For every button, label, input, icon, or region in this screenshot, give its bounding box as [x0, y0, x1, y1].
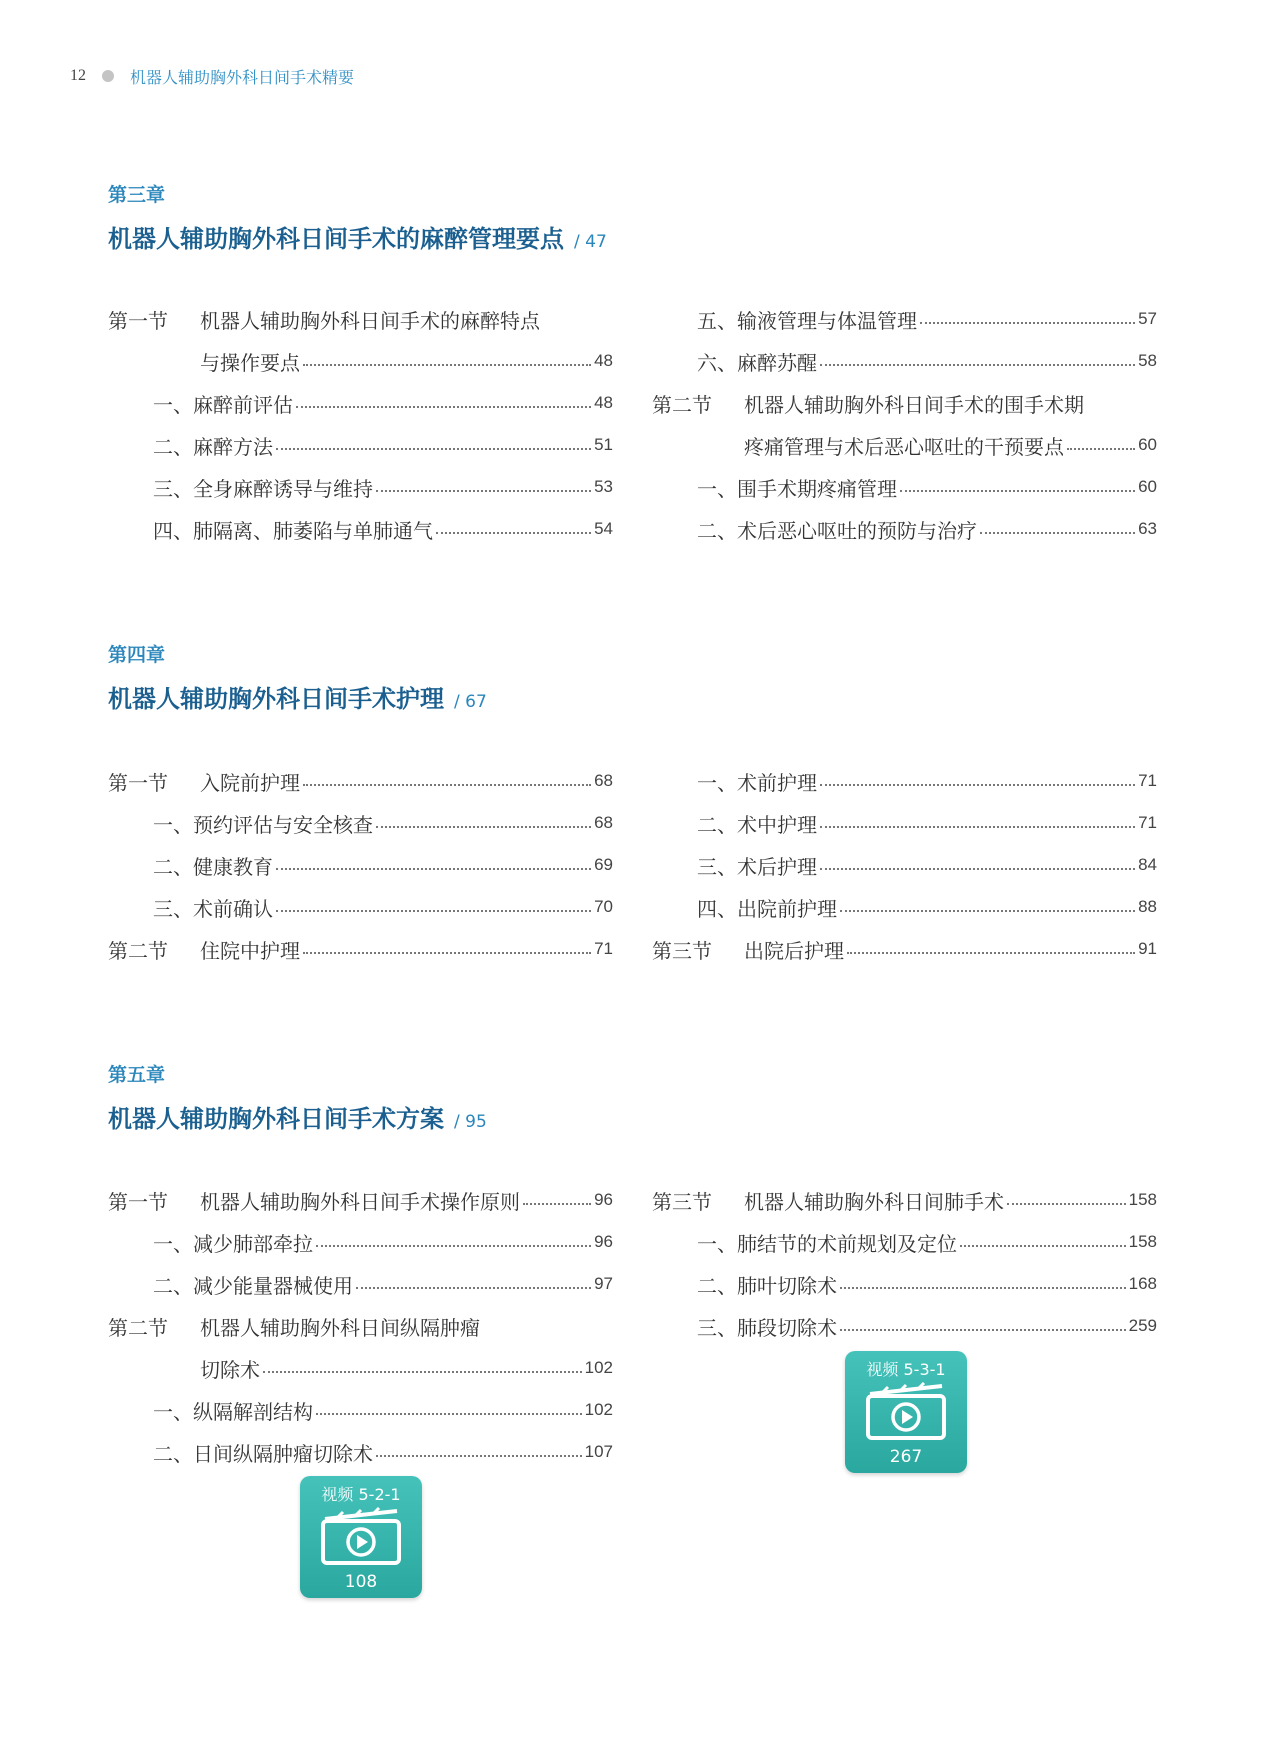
toc-item-row[interactable]	[652, 1263, 1157, 1305]
item-title: 一、肺结节的术前规划及定位	[697, 1231, 957, 1256]
running-title: 机器人辅助胸外科日间手术精要	[130, 67, 355, 87]
toc-item-row[interactable]	[652, 1305, 1157, 1347]
video-play-icon	[321, 1507, 401, 1565]
item-title: 二、日间纵隔肿瘤切除术	[153, 1441, 373, 1466]
chapter-label: 第五章	[108, 1064, 166, 1086]
chapter-label: 第四章	[108, 644, 166, 666]
toc-item-row[interactable]	[652, 340, 1157, 382]
toc-item-row[interactable]	[652, 886, 1157, 928]
dot-leader	[316, 1245, 591, 1247]
dot-leader	[316, 1413, 582, 1415]
page-ref: 48	[594, 351, 613, 370]
video-badge-5-2-1[interactable]	[300, 1476, 422, 1598]
toc-section-row[interactable]	[108, 1305, 613, 1347]
item-title: 一、预约评估与安全核查	[153, 812, 373, 837]
dot-leader	[296, 406, 591, 408]
item-title: 二、肺叶切除术	[697, 1273, 837, 1298]
section-number: 第一节	[108, 308, 168, 333]
toc-item-row[interactable]	[108, 1389, 613, 1431]
chapter-4-right-column	[652, 760, 1157, 970]
toc-item-row[interactable]	[652, 802, 1157, 844]
page-ref: 102	[584, 1400, 613, 1419]
item-title: 二、术后恶心呕吐的预防与治疗	[697, 518, 977, 543]
dot-leader	[263, 1371, 582, 1373]
item-title: 一、减少肺部牵拉	[153, 1231, 313, 1256]
item-title: 一、术前护理	[697, 770, 817, 795]
toc-section-row[interactable]	[108, 1179, 613, 1221]
toc-item-row[interactable]	[108, 1431, 613, 1473]
dot-leader	[376, 1455, 582, 1457]
toc-item-row[interactable]	[652, 1221, 1157, 1263]
toc-section-row[interactable]	[652, 382, 1157, 424]
chapter-title[interactable]	[108, 219, 1168, 254]
page-ref: 107	[584, 1442, 613, 1461]
page-header	[70, 64, 354, 88]
dot-leader	[820, 784, 1135, 786]
page-ref: 158	[1128, 1232, 1157, 1251]
dot-leader	[847, 952, 1135, 954]
page-ref: 60	[1138, 435, 1157, 454]
video-label: 视频 5-3-1	[866, 1360, 946, 1379]
dot-leader	[960, 1245, 1126, 1247]
chapter-page: / 67	[454, 692, 487, 712]
item-title: 四、肺隔离、肺萎陷与单肺通气	[153, 518, 433, 543]
section-number: 第二节	[108, 938, 168, 963]
section-number: 第二节	[108, 1315, 168, 1340]
page-ref: 58	[1138, 351, 1157, 370]
section-title: 出院后护理	[744, 938, 844, 963]
video-page: 108	[344, 1572, 378, 1592]
item-title: 四、出院前护理	[697, 896, 837, 921]
chapter-4-heading	[108, 640, 1168, 714]
dot-leader	[820, 868, 1135, 870]
page-ref: 91	[1138, 939, 1157, 958]
page-ref: 168	[1128, 1274, 1157, 1293]
page-ref: 96	[594, 1190, 613, 1209]
toc-item-row[interactable]	[108, 424, 613, 466]
section-number: 第一节	[108, 1189, 168, 1214]
chapter-5-left-column	[108, 1179, 613, 1473]
item-title: 二、减少能量器械使用	[153, 1273, 353, 1298]
page-ref: 57	[1138, 309, 1157, 328]
toc-section-row[interactable]	[108, 760, 613, 802]
page-ref: 70	[594, 897, 613, 916]
section-title: 住院中护理	[200, 938, 300, 963]
toc-section-row[interactable]	[652, 1179, 1157, 1221]
chapter-title-text: 机器人辅助胸外科日间手术方案	[108, 1105, 444, 1133]
toc-item-row[interactable]	[652, 760, 1157, 802]
toc-item-row[interactable]	[108, 1221, 613, 1263]
page-ref: 71	[1138, 771, 1157, 790]
dot-leader	[820, 364, 1135, 366]
section-title-continued: 疼痛管理与术后恶心呕吐的干预要点	[744, 434, 1064, 459]
item-title: 二、健康教育	[153, 854, 273, 879]
section-number: 第三节	[652, 1189, 712, 1214]
toc-section-row[interactable]	[108, 298, 613, 340]
chapter-page: / 47	[574, 232, 607, 252]
video-badge-5-3-1[interactable]	[845, 1351, 967, 1473]
toc-item-row[interactable]	[108, 1263, 613, 1305]
chapter-5-heading	[108, 1060, 1168, 1134]
dot-leader	[820, 826, 1135, 828]
toc-item-row[interactable]	[652, 844, 1157, 886]
item-title: 二、术中护理	[697, 812, 817, 837]
item-title: 一、纵隔解剖结构	[153, 1399, 313, 1424]
page-ref: 102	[584, 1358, 613, 1377]
dot-leader	[1007, 1203, 1126, 1205]
dot-leader	[376, 490, 591, 492]
section-title: 机器人辅助胸外科日间手术操作原则	[200, 1189, 520, 1214]
chapter-4-left-column	[108, 760, 613, 970]
section-title: 机器人辅助胸外科日间肺手术	[744, 1189, 1004, 1214]
section-number: 第三节	[652, 938, 712, 963]
chapter-5-right-column	[652, 1179, 1157, 1347]
dot-leader	[303, 364, 591, 366]
toc-item-row[interactable]	[652, 298, 1157, 340]
dot-leader	[356, 1287, 591, 1289]
toc-item-row[interactable]	[108, 382, 613, 424]
dot-leader	[303, 952, 591, 954]
section-number: 第二节	[652, 392, 712, 417]
dot-leader	[840, 1287, 1126, 1289]
chapter-title-text: 机器人辅助胸外科日间手术护理	[108, 685, 444, 713]
page-ref: 63	[1138, 519, 1157, 538]
page-ref: 71	[1138, 813, 1157, 832]
dot-leader	[1067, 448, 1135, 450]
chapter-title[interactable]	[108, 1099, 1168, 1134]
dot-leader	[523, 1203, 591, 1205]
section-number: 第一节	[108, 770, 168, 795]
header-dot	[102, 70, 114, 82]
section-title: 机器人辅助胸外科日间纵隔肿瘤	[200, 1315, 480, 1340]
item-title: 三、术前确认	[153, 896, 273, 921]
page-ref: 259	[1128, 1316, 1157, 1335]
section-title: 机器人辅助胸外科日间手术的围手术期	[744, 392, 1084, 417]
page-ref: 71	[594, 939, 613, 958]
toc-section-row-continued[interactable]	[108, 1347, 613, 1389]
item-title: 一、围手术期疼痛管理	[697, 476, 897, 501]
item-title: 六、麻醉苏醒	[697, 350, 817, 375]
toc-item-row[interactable]	[108, 508, 613, 550]
dot-leader	[840, 910, 1135, 912]
toc-item-row[interactable]	[108, 844, 613, 886]
chapter-page: / 95	[454, 1112, 487, 1132]
toc-item-row[interactable]	[108, 802, 613, 844]
toc-item-row[interactable]	[652, 466, 1157, 508]
chapter-label: 第三章	[108, 184, 166, 206]
page-ref: 54	[594, 519, 613, 538]
item-title: 二、麻醉方法	[153, 434, 273, 459]
item-title: 三、术后护理	[697, 854, 817, 879]
page-number: 12	[70, 67, 86, 84]
section-title: 入院前护理	[200, 770, 300, 795]
toc-item-row[interactable]	[108, 466, 613, 508]
chapter-title[interactable]	[108, 679, 1168, 714]
dot-leader	[303, 784, 591, 786]
page-ref: 84	[1138, 855, 1157, 874]
video-label: 视频 5-2-1	[321, 1485, 401, 1504]
item-title: 三、肺段切除术	[697, 1315, 837, 1340]
item-title: 三、全身麻醉诱导与维持	[153, 476, 373, 501]
dot-leader	[276, 910, 591, 912]
item-title: 一、麻醉前评估	[153, 392, 293, 417]
page-ref: 97	[594, 1274, 613, 1293]
page-ref: 53	[594, 477, 613, 496]
dot-leader	[436, 532, 591, 534]
page-ref: 158	[1128, 1190, 1157, 1209]
chapter-3-left-column	[108, 298, 613, 550]
page-ref: 68	[594, 813, 613, 832]
dot-leader	[276, 448, 591, 450]
chapter-3-heading	[108, 180, 1168, 254]
toc-section-row[interactable]	[652, 928, 1157, 970]
toc-section-row-continued[interactable]	[652, 424, 1157, 466]
page-ref: 96	[594, 1232, 613, 1251]
toc-item-row[interactable]	[652, 508, 1157, 550]
video-play-icon	[866, 1382, 946, 1440]
page-ref: 88	[1138, 897, 1157, 916]
dot-leader	[840, 1329, 1126, 1331]
video-page: 267	[889, 1447, 923, 1467]
chapter-title-text: 机器人辅助胸外科日间手术的麻醉管理要点	[108, 225, 564, 253]
page-ref: 51	[594, 435, 613, 454]
toc-section-row[interactable]	[108, 928, 613, 970]
dot-leader	[980, 532, 1135, 534]
toc-item-row[interactable]	[108, 886, 613, 928]
toc-section-row-continued[interactable]	[108, 340, 613, 382]
item-title: 五、输液管理与体温管理	[697, 308, 917, 333]
chapter-3-right-column	[652, 298, 1157, 550]
page-ref: 48	[594, 393, 613, 412]
section-title-continued: 与操作要点	[200, 350, 300, 375]
page-ref: 68	[594, 771, 613, 790]
dot-leader	[900, 490, 1135, 492]
dot-leader	[376, 826, 591, 828]
section-title-continued: 切除术	[200, 1357, 260, 1382]
page-ref: 69	[594, 855, 613, 874]
page-ref: 60	[1138, 477, 1157, 496]
dot-leader	[920, 322, 1135, 324]
dot-leader	[276, 868, 591, 870]
section-title: 机器人辅助胸外科日间手术的麻醉特点	[200, 308, 540, 333]
